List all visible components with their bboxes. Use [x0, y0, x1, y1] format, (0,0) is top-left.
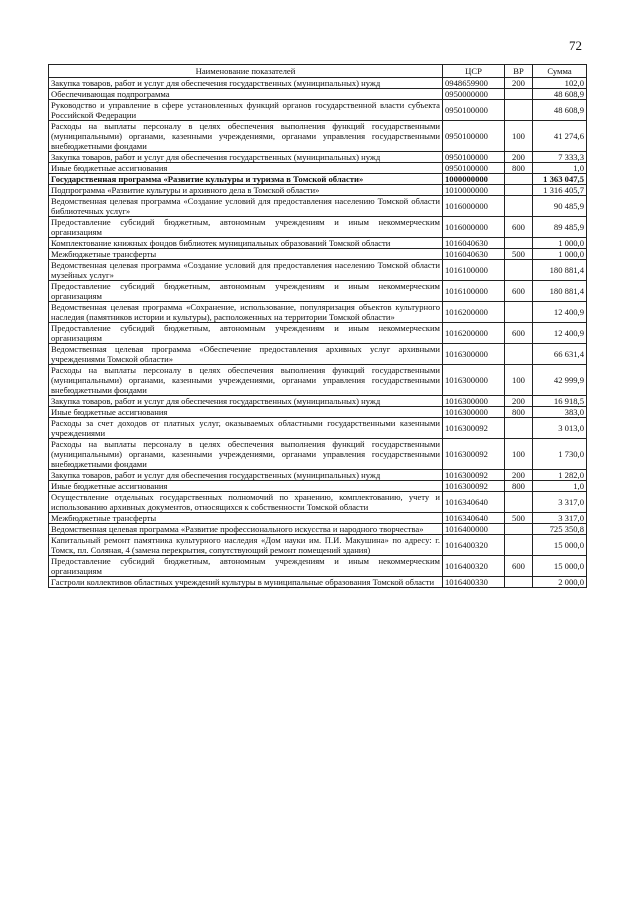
row-sum-cell: 3 317,0: [533, 513, 587, 524]
row-vr-cell: [505, 185, 533, 196]
row-sum-cell: 1,0: [533, 163, 587, 174]
row-name-cell: Закупка товаров, работ и услуг для обеспечения государственных (муниципальных) нужд: [49, 396, 443, 407]
row-sum-cell: 48 608,9: [533, 89, 587, 100]
row-vr-cell: 100: [505, 121, 533, 152]
row-sum-cell: 3 013,0: [533, 418, 587, 439]
row-sum-cell: 180 881,4: [533, 281, 587, 302]
row-sum-cell: 12 400,9: [533, 302, 587, 323]
row-name-cell: Иные бюджетные ассигнования: [49, 481, 443, 492]
row-csr-cell: 1016300092: [443, 470, 505, 481]
row-vr-cell: 100: [505, 439, 533, 470]
row-csr-cell: 1016000000: [443, 196, 505, 217]
row-name-cell: Межбюджетные трансферты: [49, 513, 443, 524]
row-vr-cell: [505, 524, 533, 535]
row-sum-cell: 66 631,4: [533, 344, 587, 365]
row-vr-cell: 600: [505, 281, 533, 302]
row-sum-cell: 1,0: [533, 481, 587, 492]
row-sum-cell: 102,0: [533, 78, 587, 89]
row-name-cell: Ведомственная целевая программа «Обеспечение предоставления архивных услуг архивными учреждениями Томской области»: [49, 344, 443, 365]
row-sum-cell: 15 000,0: [533, 556, 587, 577]
row-name-cell: Иные бюджетные ассигнования: [49, 407, 443, 418]
table-row: [49, 152, 587, 163]
row-sum-cell: 1 730,0: [533, 439, 587, 470]
table-row: [49, 281, 587, 302]
row-sum-cell: 1 316 405,7: [533, 185, 587, 196]
table-row: [49, 470, 587, 481]
row-vr-cell: [505, 89, 533, 100]
table-row: [49, 535, 587, 556]
row-vr-cell: 800: [505, 481, 533, 492]
row-csr-cell: 1016400320: [443, 535, 505, 556]
table-row: [49, 249, 587, 260]
row-sum-cell: 383,0: [533, 407, 587, 418]
row-vr-cell: [505, 260, 533, 281]
row-csr-cell: 0950100000: [443, 121, 505, 152]
row-name-cell: Закупка товаров, работ и услуг для обеспечения государственных (муниципальных) нужд: [49, 152, 443, 163]
row-vr-cell: 600: [505, 323, 533, 344]
header-vr: ВР: [505, 65, 533, 78]
row-vr-cell: 200: [505, 470, 533, 481]
row-csr-cell: 1016340640: [443, 513, 505, 524]
row-sum-cell: 1 282,0: [533, 470, 587, 481]
row-csr-cell: 1016300000: [443, 344, 505, 365]
row-vr-cell: 200: [505, 78, 533, 89]
table-row: [49, 407, 587, 418]
row-sum-cell: 48 608,9: [533, 100, 587, 121]
table-row: [49, 481, 587, 492]
table-row: [49, 217, 587, 238]
row-csr-cell: 1016400320: [443, 556, 505, 577]
table-row: [49, 439, 587, 470]
row-vr-cell: 200: [505, 152, 533, 163]
row-csr-cell: 1016040630: [443, 238, 505, 249]
row-sum-cell: 180 881,4: [533, 260, 587, 281]
row-name-cell: Предоставление субсидий бюджетным, автономным учреждениям и иным некоммерческим организациям: [49, 281, 443, 302]
row-csr-cell: 0950100000: [443, 100, 505, 121]
row-name-cell: Государственная программа «Развитие культуры и туризма в Томской области»: [49, 174, 443, 185]
row-csr-cell: 0948659900: [443, 78, 505, 89]
row-name-cell: Расходы на выплаты персоналу в целях обеспечения выполнения функций государственными (муниципальными) органами, казенными учреждениями, органами управления государственными внебюджетными фондами: [49, 439, 443, 470]
table-row: [49, 365, 587, 396]
row-vr-cell: [505, 418, 533, 439]
table-row: [49, 260, 587, 281]
row-csr-cell: 1016200000: [443, 302, 505, 323]
row-sum-cell: 1 000,0: [533, 238, 587, 249]
row-vr-cell: 500: [505, 513, 533, 524]
row-name-cell: Комплектование книжных фондов библиотек муниципальных образований Томской области: [49, 238, 443, 249]
row-name-cell: Капитальный ремонт памятника культурного наследия «Дом науки им. П.И. Макушина» по адресу: г. Томск, пл. Соляная, 4 (замена перекрытия, сопутствующий ремонт помещений здания): [49, 535, 443, 556]
row-vr-cell: [505, 535, 533, 556]
row-sum-cell: 2 000,0: [533, 577, 587, 588]
row-sum-cell: 90 485,9: [533, 196, 587, 217]
table-row: [49, 163, 587, 174]
row-csr-cell: 0950100000: [443, 163, 505, 174]
table-row: [49, 100, 587, 121]
row-name-cell: Закупка товаров, работ и услуг для обеспечения государственных (муниципальных) нужд: [49, 470, 443, 481]
row-csr-cell: 1016300000: [443, 407, 505, 418]
row-vr-cell: [505, 344, 533, 365]
row-csr-cell: 0950100000: [443, 152, 505, 163]
row-name-cell: Ведомственная целевая программа «Сохранение, использование, популяризация объектов культурного наследия (памятников истории и культуры), расположенных на территории Томской области»: [49, 302, 443, 323]
row-sum-cell: 42 999,9: [533, 365, 587, 396]
row-name-cell: Ведомственная целевая программа «Создание условий для предоставления населению Томской области библиотечных услуг»: [49, 196, 443, 217]
table-row: [49, 344, 587, 365]
row-name-cell: Расходы за счет доходов от платных услуг, оказываемых областными государственными казенными учреждениями: [49, 418, 443, 439]
row-sum-cell: 1 363 047,5: [533, 174, 587, 185]
row-name-cell: Руководство и управление в сфере установленных функций органов государственной власти субъекта Российской Федерации: [49, 100, 443, 121]
row-vr-cell: [505, 577, 533, 588]
budget-table: [48, 64, 587, 588]
table-row: [49, 78, 587, 89]
table-row: [49, 513, 587, 524]
row-sum-cell: 3 317,0: [533, 492, 587, 513]
table-row: [49, 174, 587, 185]
row-sum-cell: 16 918,5: [533, 396, 587, 407]
row-vr-cell: 800: [505, 163, 533, 174]
row-csr-cell: 1016400330: [443, 577, 505, 588]
row-csr-cell: 1000000000: [443, 174, 505, 185]
table-body: [49, 78, 587, 588]
row-sum-cell: 41 274,6: [533, 121, 587, 152]
row-csr-cell: 1016300092: [443, 481, 505, 492]
row-sum-cell: 1 000,0: [533, 249, 587, 260]
table-row: [49, 492, 587, 513]
page-number: 72: [569, 38, 582, 53]
row-name-cell: Ведомственная целевая программа «Развитие профессионального искусства и народного творчества»: [49, 524, 443, 535]
row-csr-cell: 1016300000: [443, 396, 505, 407]
row-name-cell: Расходы на выплаты персоналу в целях обеспечения выполнения функций государственными (муниципальными) органами, казенными учреждениями, органами управления государственными внебюджетными фондами: [49, 365, 443, 396]
table-row: [49, 89, 587, 100]
table-header-row: [49, 65, 587, 78]
table-row: [49, 185, 587, 196]
table-row: [49, 577, 587, 588]
row-csr-cell: 0950000000: [443, 89, 505, 100]
row-csr-cell: 1016100000: [443, 281, 505, 302]
row-name-cell: Межбюджетные трансферты: [49, 249, 443, 260]
row-name-cell: Подпрограмма «Развитие культуры и архивного дела в Томской области»: [49, 185, 443, 196]
row-name-cell: Обеспечивающая подпрограмма: [49, 89, 443, 100]
table-row: [49, 302, 587, 323]
row-vr-cell: [505, 238, 533, 249]
row-name-cell: Гастроли коллективов областных учреждений культуры в муниципальные образования Томской области: [49, 577, 443, 588]
row-csr-cell: 1016300092: [443, 439, 505, 470]
row-vr-cell: 600: [505, 556, 533, 577]
row-vr-cell: [505, 492, 533, 513]
row-name-cell: Расходы на выплаты персоналу в целях обеспечения выполнения функций государственными (муниципальными) органами, казенными учреждениями, органами управления государственными внебюджетными фондами: [49, 121, 443, 152]
row-vr-cell: 200: [505, 396, 533, 407]
row-name-cell: Ведомственная целевая программа «Создание условий для предоставления населению Томской области музейных услуг»: [49, 260, 443, 281]
row-sum-cell: 725 350,8: [533, 524, 587, 535]
table-row: [49, 524, 587, 535]
row-name-cell: Предоставление субсидий бюджетным, автономным учреждениям и иным некоммерческим организациям: [49, 217, 443, 238]
row-vr-cell: [505, 302, 533, 323]
row-sum-cell: 15 000,0: [533, 535, 587, 556]
row-csr-cell: 1016300000: [443, 365, 505, 396]
row-sum-cell: 89 485,9: [533, 217, 587, 238]
row-name-cell: Иные бюджетные ассигнования: [49, 163, 443, 174]
row-csr-cell: 1016400000: [443, 524, 505, 535]
row-name-cell: Предоставление субсидий бюджетным, автономным учреждениям и иным некоммерческим организациям: [49, 323, 443, 344]
row-sum-cell: 7 333,3: [533, 152, 587, 163]
header-csr: ЦСР: [443, 65, 505, 78]
row-name-cell: Осуществление отдельных государственных полномочий по хранению, комплектованию, учету и использованию архивных документов, относящихся к собственности Томской области: [49, 492, 443, 513]
row-csr-cell: 1016200000: [443, 323, 505, 344]
header-name: Наименование показателей: [49, 65, 443, 78]
header-sum: Сумма: [533, 65, 587, 78]
row-vr-cell: [505, 196, 533, 217]
row-vr-cell: 500: [505, 249, 533, 260]
row-vr-cell: 100: [505, 365, 533, 396]
row-name-cell: Закупка товаров, работ и услуг для обеспечения государственных (муниципальных) нужд: [49, 78, 443, 89]
row-csr-cell: 1010000000: [443, 185, 505, 196]
row-vr-cell: 600: [505, 217, 533, 238]
row-csr-cell: 1016000000: [443, 217, 505, 238]
row-sum-cell: 12 400,9: [533, 323, 587, 344]
row-csr-cell: 1016040630: [443, 249, 505, 260]
table-row: [49, 238, 587, 249]
row-csr-cell: 1016100000: [443, 260, 505, 281]
table-row: [49, 196, 587, 217]
table-row: [49, 556, 587, 577]
row-vr-cell: [505, 100, 533, 121]
row-csr-cell: 1016300092: [443, 418, 505, 439]
table-row: [49, 396, 587, 407]
table-row: [49, 323, 587, 344]
table-row: [49, 418, 587, 439]
table-row: [49, 121, 587, 152]
row-vr-cell: 800: [505, 407, 533, 418]
row-vr-cell: [505, 174, 533, 185]
row-name-cell: Предоставление субсидий бюджетным, автономным учреждениям и иным некоммерческим организациям: [49, 556, 443, 577]
row-csr-cell: 1016340640: [443, 492, 505, 513]
